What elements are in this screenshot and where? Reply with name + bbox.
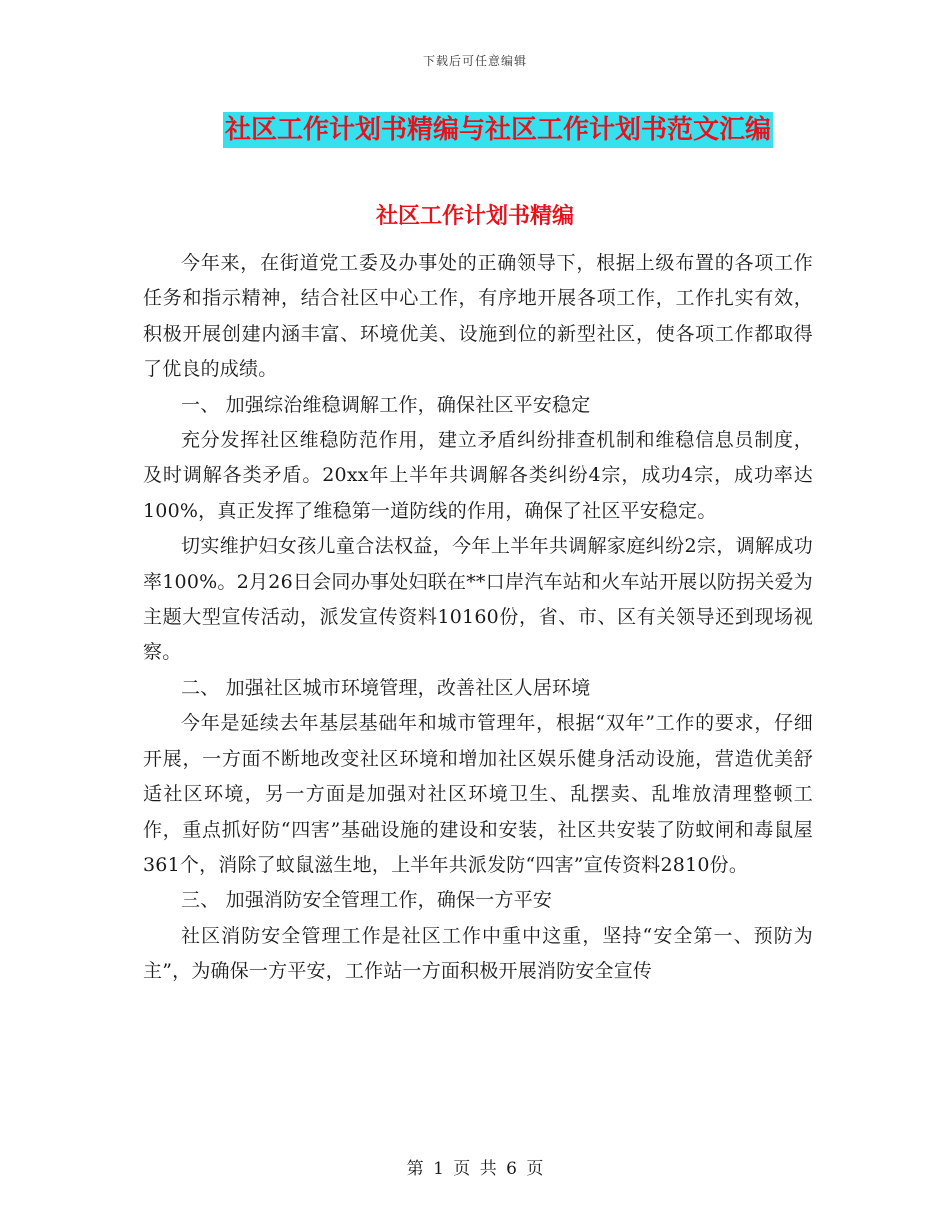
document-body (143, 246, 813, 990)
paragraph-section-2: 今年是延续去年基层基础年和城市管理年，根据“双年”工作的要求，仔细开展，一方面不断地改变社区环境和增加社区娱乐健身活动设施，营造优美舒适社区环境，另一方面是加强对社区环境卫生、乱摆卖、乱堆放清理整顿工作，重点抓好防“四害”基础设施的建设和安装，社区共安装了防蚊闸和毒鼠屋361个，消除了蚊鼠滋生地，上半年共派发防“四害”宣传资料2810份。 (143, 712, 813, 876)
heading-section-3: 三、 加强消防安全管理工作，确保一方平安 (181, 889, 553, 912)
paragraph-section-3: 社区消防安全管理工作是社区工作中重中这重，坚持“安全第一、预防为主”，为确保一方平安，工作站一方面积极开展消防安全宣传 (143, 924, 813, 983)
page-footer: 第 1 页 共 6 页 (406, 1159, 544, 1179)
paragraph-section-1-b: 切实维护妇女孩儿童合法权益，今年上半年共调解家庭纠纷2宗，调解成功率100%。2月26日会同办事处妇联在**口岸汽车站和火车站开展以防拐关爱为主题大型宣传活动，派发宣传资料10160份，省、市、区有关领导还到现场视察。 (143, 535, 813, 664)
main-title: 社区工作计划书精编与社区工作计划书范文汇编 (223, 112, 773, 148)
section-title: 社区工作计划书精编 (375, 203, 574, 229)
heading-section-1: 一、 加强综治维稳调解工作，确保社区平安稳定 (181, 393, 591, 416)
header-note: 下载后可任意编辑 (422, 54, 527, 68)
paragraph-section-1-a: 充分发挥社区维稳防范作用，建立矛盾纠纷排查机制和维稳信息员制度，及时调解各类矛盾。20xx年上半年共调解各类纠纷4宗，成功4宗，成功率达100%，真正发挥了维稳第一道防线的作用，确保了社区平安稳定。 (143, 429, 813, 522)
main-title-wrap (0, 112, 950, 148)
paragraph-intro: 今年来，在街道党工委及办事处的正确领导下，根据上级布置的各项工作任务和指示精神，结合社区中心工作，有序地开展各项工作，工作扎实有效，积极开展创建内涵丰富、环境优美、设施到位的新型社区，使各项工作都取得了优良的成绩。 (143, 252, 813, 381)
heading-section-2: 二、 加强社区城市环境管理，改善社区人居环境 (181, 676, 591, 699)
